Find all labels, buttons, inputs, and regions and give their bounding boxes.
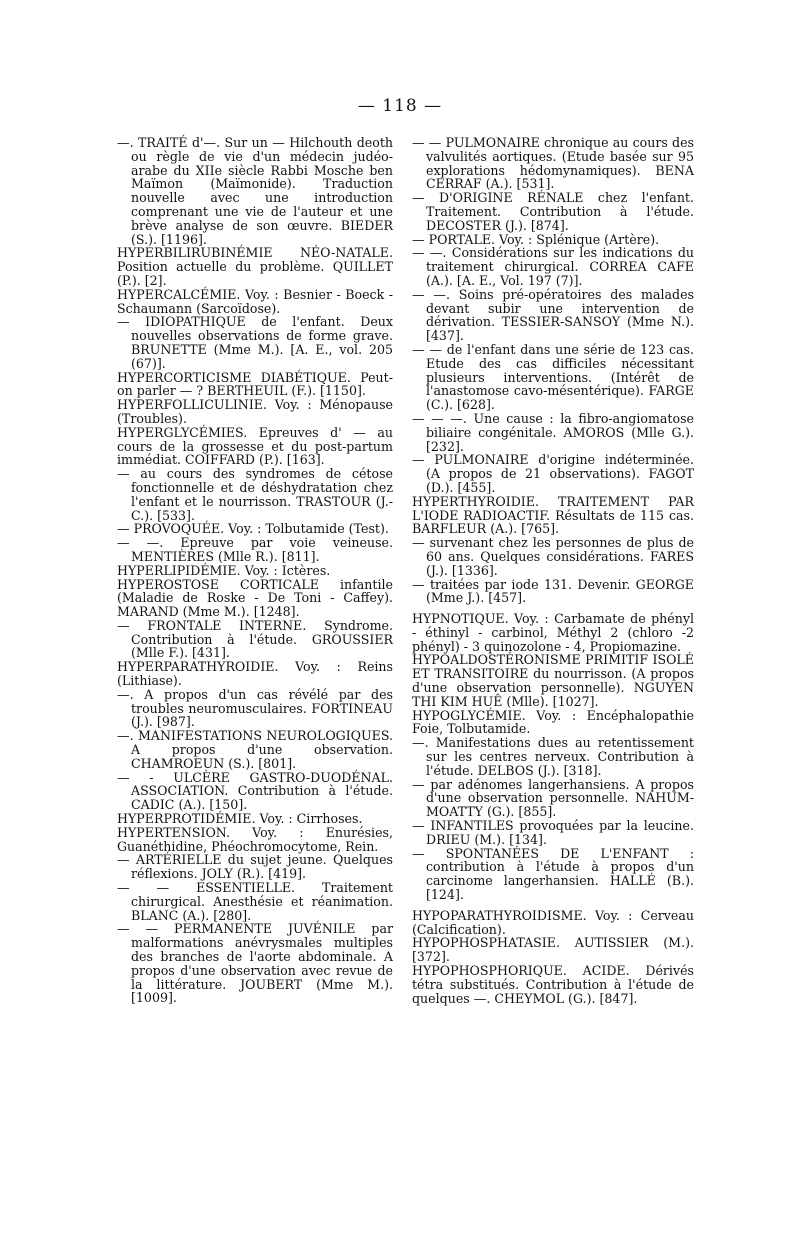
index-entry: HYPERLIPIDÉMIE. Voy. : Ictères.: [117, 562, 331, 578]
index-entry: — —. Considérations sur les indications du traitement chirurgical. CORREA CAFE (A.). [A. E., Vol. 197 (7)].: [412, 245, 694, 288]
index-entry: HYPERPROTIDÉMIE. Voy. : Cirrhoses.: [117, 811, 363, 827]
index-entry: HYPOPARATHYROIDISME. Voy. : Cerveau (Calcification).: [412, 907, 694, 937]
index-entry: HYPOGLYCÉMIE. Voy. : Encéphalopathie Foie, Tolbutamide.: [412, 707, 694, 737]
right-column: [412, 136, 694, 1005]
index-entry: — — PERMANENTE JUVÉNILE par malformations anévrysmales multiples des branches de l'aorte abdominale. A propos d'une observation avec revue de la littérature. JOUBERT (Mme M.). [1009].: [117, 921, 393, 1006]
left-column: [117, 136, 393, 1005]
index-entry: — —. Epreuve par voie veineuse. MENTIÈRES (Mlle R.). [811].: [117, 535, 393, 564]
index-entry: HYPOPHOSPHATASIE. AUTISSIER (M.). [372].: [412, 935, 694, 965]
index-entry: HYPOALDOSTÉRONISME PRIMITIF ISOLÉ ET TRANSITOIRE du nourrisson. (A propos d'une observation personnelle). NGUYEN THI KIM HUÊ (Mlle). [1027].: [412, 652, 694, 709]
index-entry: HYPERBILIRUBINÉMIE NÉO-NATALE. Position actuelle du problème. QUILLET (P.). [2].: [117, 245, 393, 288]
index-entry: — INFANTILES provoquées par la leucine. DRIEU (M.). [134].: [412, 818, 694, 847]
index-entry: — IDIOPATHIQUE de l'enfant. Deux nouvelles observations de forme grave. BRUNETTE (Mme M.). [A. E., vol. 205 (67)].: [117, 314, 393, 371]
index-entry: — par adénomes langerhansiens. A propos d'une observation personnelle. NAHUM-MOATTY (G.). [855].: [412, 776, 694, 820]
index-entry: — —. Soins pré-opératoires des malades devant subir une intervention de dérivation. TESSIER-SANSOY (Mme N.). [437].: [412, 286, 694, 344]
index-entry: HYPERPARATHYROIDIE. Voy. : Reins (Lithiase).: [117, 659, 393, 689]
index-entry: HYPERCORTICISME DIABÉTIQUE. Peut-on parler — ? BERTHEUIL (F.). [1150].: [117, 369, 393, 399]
index-entry: HYPERTENSION. Voy. : Enurésies, Guanéthidine, Phéochromocytome, Rein.: [117, 824, 393, 854]
index-entry: — ARTÉRIELLE du sujet jeune. Quelques réflexions. JOLY (R.). [419].: [117, 852, 393, 882]
index-entry: HYPERFOLLICULINIE. Voy. : Ménopause (Troubles).: [117, 397, 393, 426]
index-entry: — traitées par iode 131. Devenir. GEORGE (Mme J.). [457].: [412, 576, 694, 606]
index-entry: HYPERCALCÉMIE. Voy. : Besnier - Boeck - Schaumann (Sarcoïdose).: [117, 286, 393, 316]
index-entry: —. Manifestations dues au retentissement sur les centres nerveux. Contribution à l'étude. DELBOS (J.). [318].: [412, 735, 694, 778]
index-entry: — PORTALE. Voy. : Splénique (Artère).: [412, 231, 660, 247]
index-entry: HYPNOTIQUE. Voy. : Carbamate de phényl - éthinyl - carbinol, Méthyl 2 (chloro -2 phényl) - 3 quinozolone - 4, Propiomazine.: [412, 611, 694, 654]
index-entry: HYPERTHYROIDIE. TRAITEMENT PAR L'IODE RADIOACTIF. Résultats de 115 cas. BARFLEUR (A.). [765].: [412, 493, 694, 537]
index-entry: — FRONTALE INTERNE. Syndrome. Contribution à l'étude. GROUSSIER (Mlle F.). [431].: [117, 617, 393, 661]
index-entry: — au cours des syndromes de cétose fonctionnelle et de déshydratation chez l'enfant et le nourrisson. TRASTOUR (J.-C.). [533].: [117, 466, 393, 523]
index-entry: —. TRAITÉ d'—. Sur un — Hilchouth deoth ou règle de vie d'un médecin judéo-arabe du XIIe siècle Rabbi Mosche ben Maïmon (Maïmonide). Traduction nouvelle avec une introduction comprenant une vie de l'auteur et une brève analyse de son œuvre. BIEDER (S.). [1196].: [117, 135, 393, 247]
index-entry: — SPONTANÉES DE L'ENFANT : contribution à l'étude à propos d'un carcinome langerhansien. HALLÉ (B.). [124].: [412, 845, 694, 903]
page-number: — 118 —: [357, 96, 443, 116]
index-entry: — - ULCÈRE GASTRO-DUODÉNAL. ASSOCIATION. Contribution à l'étude. CADIC (A.). [150].: [117, 769, 393, 813]
index-entry: — PULMONAIRE d'origine indéterminée. (A propos de 21 observations). FAGOT (D.). [455].: [412, 452, 694, 495]
index-entry: — — —. Une cause : la fibro-angiomatose biliaire congénitale. AMOROS (Mlle G.). [232].: [412, 410, 694, 454]
index-entry: — — ESSENTIELLE. Traitement chirurgical. Anesthésie et réanimation. BLANC (A.). [280].: [117, 880, 393, 923]
index-entry: HYPOPHOSPHORIQUE. ACIDE. Dérivés tétra substitués. Contribution à l'étude de quelques —. CHEYMOL (G.). [847].: [412, 963, 694, 1006]
index-entry: — D'ORIGINE RÉNALE chez l'enfant. Traitement. Contribution à l'étude. DECOSTER (J.). [874].: [412, 190, 694, 233]
index-entry: HYPERGLYCÉMIES. Epreuves d' — au cours de la grossesse et du post-partum immédiat. COIFFARD (P.). [163].: [117, 424, 393, 468]
index-entry: — survenant chez les personnes de plus de 60 ans. Quelques considérations. FARES (J.). [1336].: [412, 535, 694, 578]
index-entry: — — de l'enfant dans une série de 123 cas. Etude des cas difficiles nécessitant plusieurs interventions. (Intérêt de l'anastomose cavo-mésentérique). FARGE (C.). [628].: [412, 341, 694, 413]
index-entry: —. MANIFESTATIONS NEUROLOGIQUES. A propos d'une observation. CHAMROEUN (S.). [801].: [117, 728, 393, 771]
index-entry: —. A propos d'un cas révélé par des troubles neuromusculaires. FORTINEAU (J.). [987].: [117, 686, 393, 730]
index-entry: HYPEROSTOSE CORTICALE infantile (Maladie de Roske - De Toni - Caffey). MARAND (Mme M.). [1248].: [117, 576, 393, 620]
index-entry: — PROVOQUÉE. Voy. : Tolbutamide (Test).: [117, 521, 389, 537]
index-entry: — — PULMONAIRE chronique au cours des valvulités aortiques. (Etude basée sur 95 explorations hédomynamiques). BENA CERRAF (A.). [531].: [412, 135, 694, 192]
